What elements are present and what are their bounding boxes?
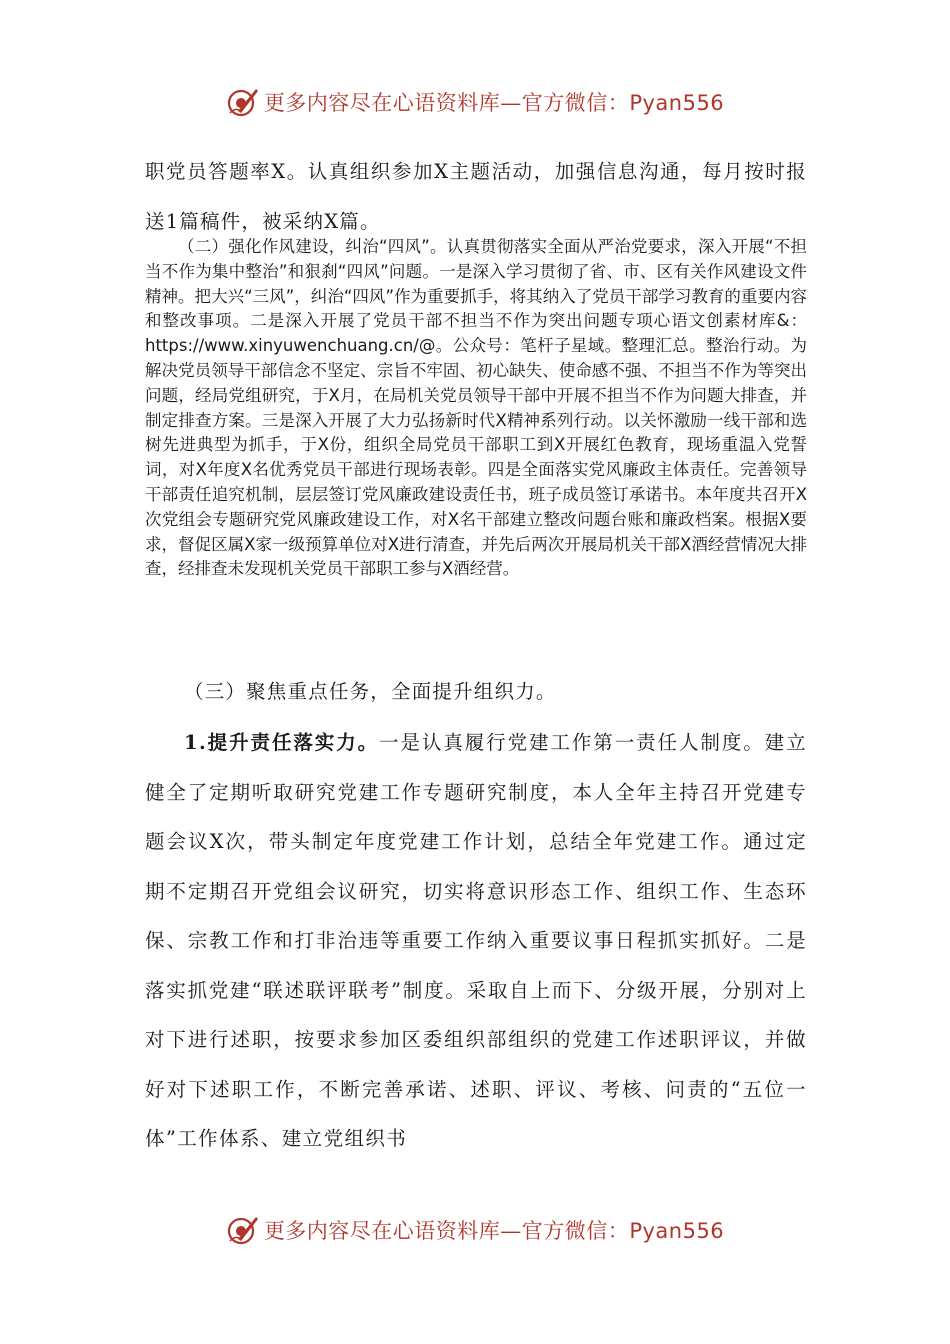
pen-logo-icon bbox=[226, 85, 260, 119]
footer-banner-text: 更多内容尽在心语资料库—官方微信：Pyan556 bbox=[263, 1219, 725, 1243]
pen-logo-icon bbox=[226, 1213, 260, 1247]
header-wechat-id: Pyan556 bbox=[629, 91, 725, 115]
body-paragraph-2: （二）强化作风建设，纠治“四风”。认真贯彻落实全面从严治党要求，深入开展“不担当不作为集中整治”和狠刹“四风”问题。一是深入学习贯彻了省、市、区有关作风建设文件精神。把大兴“三风”，纠治“四风”作为重要抓手，将其纳入了党员干部学习教育的重要内容和整改事项。二是深入开展了党员干部不担当不作为突出问题专项心语文创素材库&：https://www.xinyuwenchuang.cn/@。公众号：笔杆子星域。整理汇总。整治行动。为解决党员领导干部信念不坚定、宗旨不牢固、初心缺失、使命感不强、不担当不作为等突出问题，经局党组研究，于X月，在局机关党员领导干部中开展不担当不作为问题大排查，并制定排查方案。三是深入开展了大力弘扬新时代X精神系列行动。以关怀激励一线干部和选树先进典型为抓手，于X份，组织全局党员干部职工到X开展红色教育，现场重温入党誓词，对X年度X名优秀党员干部进行现场表彰。四是全面落实党风廉政主体责任。完善领导干部责任追究机制，层层签订党风廉政建设责任书，班子成员签订承诺书。本年度共召开X次党组会专题研究党风廉政建设工作，对X名干部建立整改问题台账和廉政档案。根据X要求，督促区属X家一级预算单位对X进行清查，并先后两次开展局机关干部X酒经营情况大排查，经排查未发现机关党员干部职工参与X酒经营。 bbox=[145, 237, 807, 579]
header-banner-text: 更多内容尽在心语资料库—官方微信：Pyan556 bbox=[263, 91, 725, 115]
footer-wechat-id: Pyan556 bbox=[629, 1219, 725, 1243]
footer-banner bbox=[0, 1208, 950, 1252]
header-banner bbox=[0, 80, 950, 124]
subsection-lead: 1.提升责任落实力。 bbox=[184, 731, 380, 754]
body-paragraph-4 bbox=[145, 718, 807, 1164]
body-paragraph-1: 职党员答题率X。认真组织参加X主题活动，加强信息沟通，每月按时报送1篇稿件，被采纳X篇。 bbox=[145, 160, 807, 233]
section-heading-3: （三）聚焦重点任务，全面提升组织力。 bbox=[184, 680, 557, 703]
body-paragraph-4-text: 一是认真履行党建工作第一责任人制度。建立健全了定期听取研究党建工作专题研究制度，本人全年主持召开党建专题会议X次，带头制定年度党建工作计划，总结全年党建工作。通过定期不定期召开党组会议研究，切实将意识形态工作、组织工作、生态环保、宗教工作和打非治违等重要工作纳入重要议事日程抓实抓好。二是落实抓党建“联述联评联考”制度。采取自上而下、分级开展，分别对上对下进行述职，按要求参加区委组织部组织的党建工作述职评议，并做好对下述职工作，不断完善承诺、述职、评议、考核、问责的“五位一体”工作体系、建立党组织书 bbox=[145, 731, 807, 1150]
